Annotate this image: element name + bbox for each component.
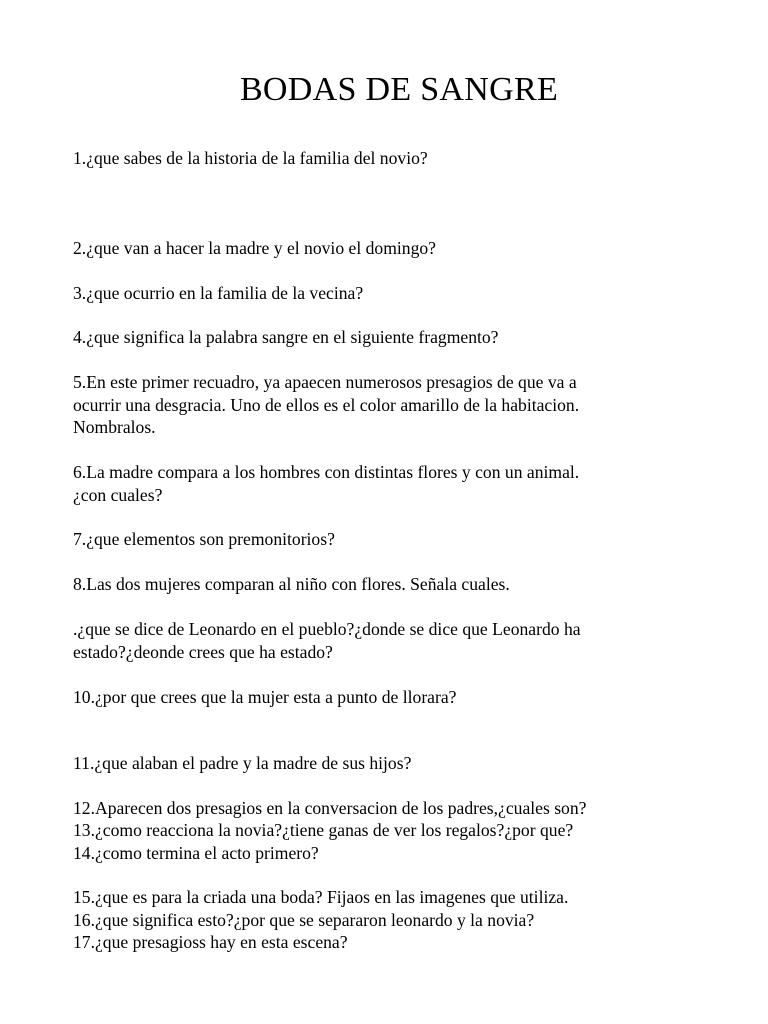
- question-line: Nombralos.: [73, 417, 156, 437]
- question-line: 17.¿que presagioss hay en esta escena?: [73, 932, 348, 952]
- question-line: 4.¿que significa la palabra sangre en el siguiente fragmento?: [73, 327, 499, 347]
- question-line: 12.Aparecen dos presagios en la conversacion de los padres,¿cuales son?: [73, 798, 587, 818]
- question-line: 16.¿que significa esto?¿por que se separaron leonardo y la novia?: [73, 910, 535, 930]
- question-4: [73, 326, 713, 349]
- question-line: ocurrir una desgracia. Uno de ellos es el color amarillo de la habitacion.: [73, 394, 580, 415]
- question-14: [73, 842, 713, 865]
- question-15: [73, 886, 713, 909]
- question-line: .¿que se dice de Leonardo en el pueblo?¿donde se dice que Leonardo ha: [73, 619, 581, 639]
- question-12: [73, 797, 713, 820]
- question-line: 1.¿que sabes de la historia de la familia del novio?: [73, 148, 428, 168]
- question-line: estado?¿deonde crees que ha estado?: [73, 641, 333, 662]
- question-line: 13.¿como reacciona la novia?¿tiene ganas de ver los regalos?¿por que?: [73, 820, 574, 840]
- question-9: [73, 618, 713, 663]
- question-line: 7.¿que elementos son premonitorios?: [73, 529, 335, 549]
- question-line: 2.¿que van a hacer la madre y el novio el domingo?: [73, 238, 436, 258]
- question-13: [73, 819, 713, 842]
- question-1: [73, 147, 713, 170]
- question-line: 6.La madre compara a los hombres con distintas flores y con un animal.: [73, 462, 580, 482]
- question-8: [73, 573, 713, 596]
- document-title: BODAS DE SANGRE: [239, 71, 559, 108]
- question-line: 14.¿como termina el acto primero?: [73, 843, 319, 863]
- question-16: [73, 909, 713, 932]
- question-5: [73, 371, 713, 439]
- question-line: 3.¿que ocurrio en la familia de la vecina?: [73, 283, 364, 303]
- question-11: [73, 752, 713, 775]
- question-6: [73, 461, 713, 506]
- question-line: 15.¿que es para la criada una boda? Fijaos en las imagenes que utiliza.: [73, 887, 569, 907]
- question-3: [73, 282, 713, 305]
- question-10: [73, 686, 713, 709]
- question-7: [73, 528, 713, 551]
- question-17: [73, 931, 713, 954]
- question-line: 8.Las dos mujeres comparan al niño con flores. Señala cuales.: [73, 574, 510, 594]
- question-line: ¿con cuales?: [73, 484, 163, 505]
- question-line: 11.¿que alaban el padre y la madre de sus hijos?: [73, 753, 412, 773]
- question-line: 5.En este primer recuadro, ya apaecen numerosos presagios de que va a: [73, 372, 577, 392]
- question-2: [73, 237, 713, 260]
- question-line: 10.¿por que crees que la mujer esta a punto de llorara?: [73, 687, 457, 707]
